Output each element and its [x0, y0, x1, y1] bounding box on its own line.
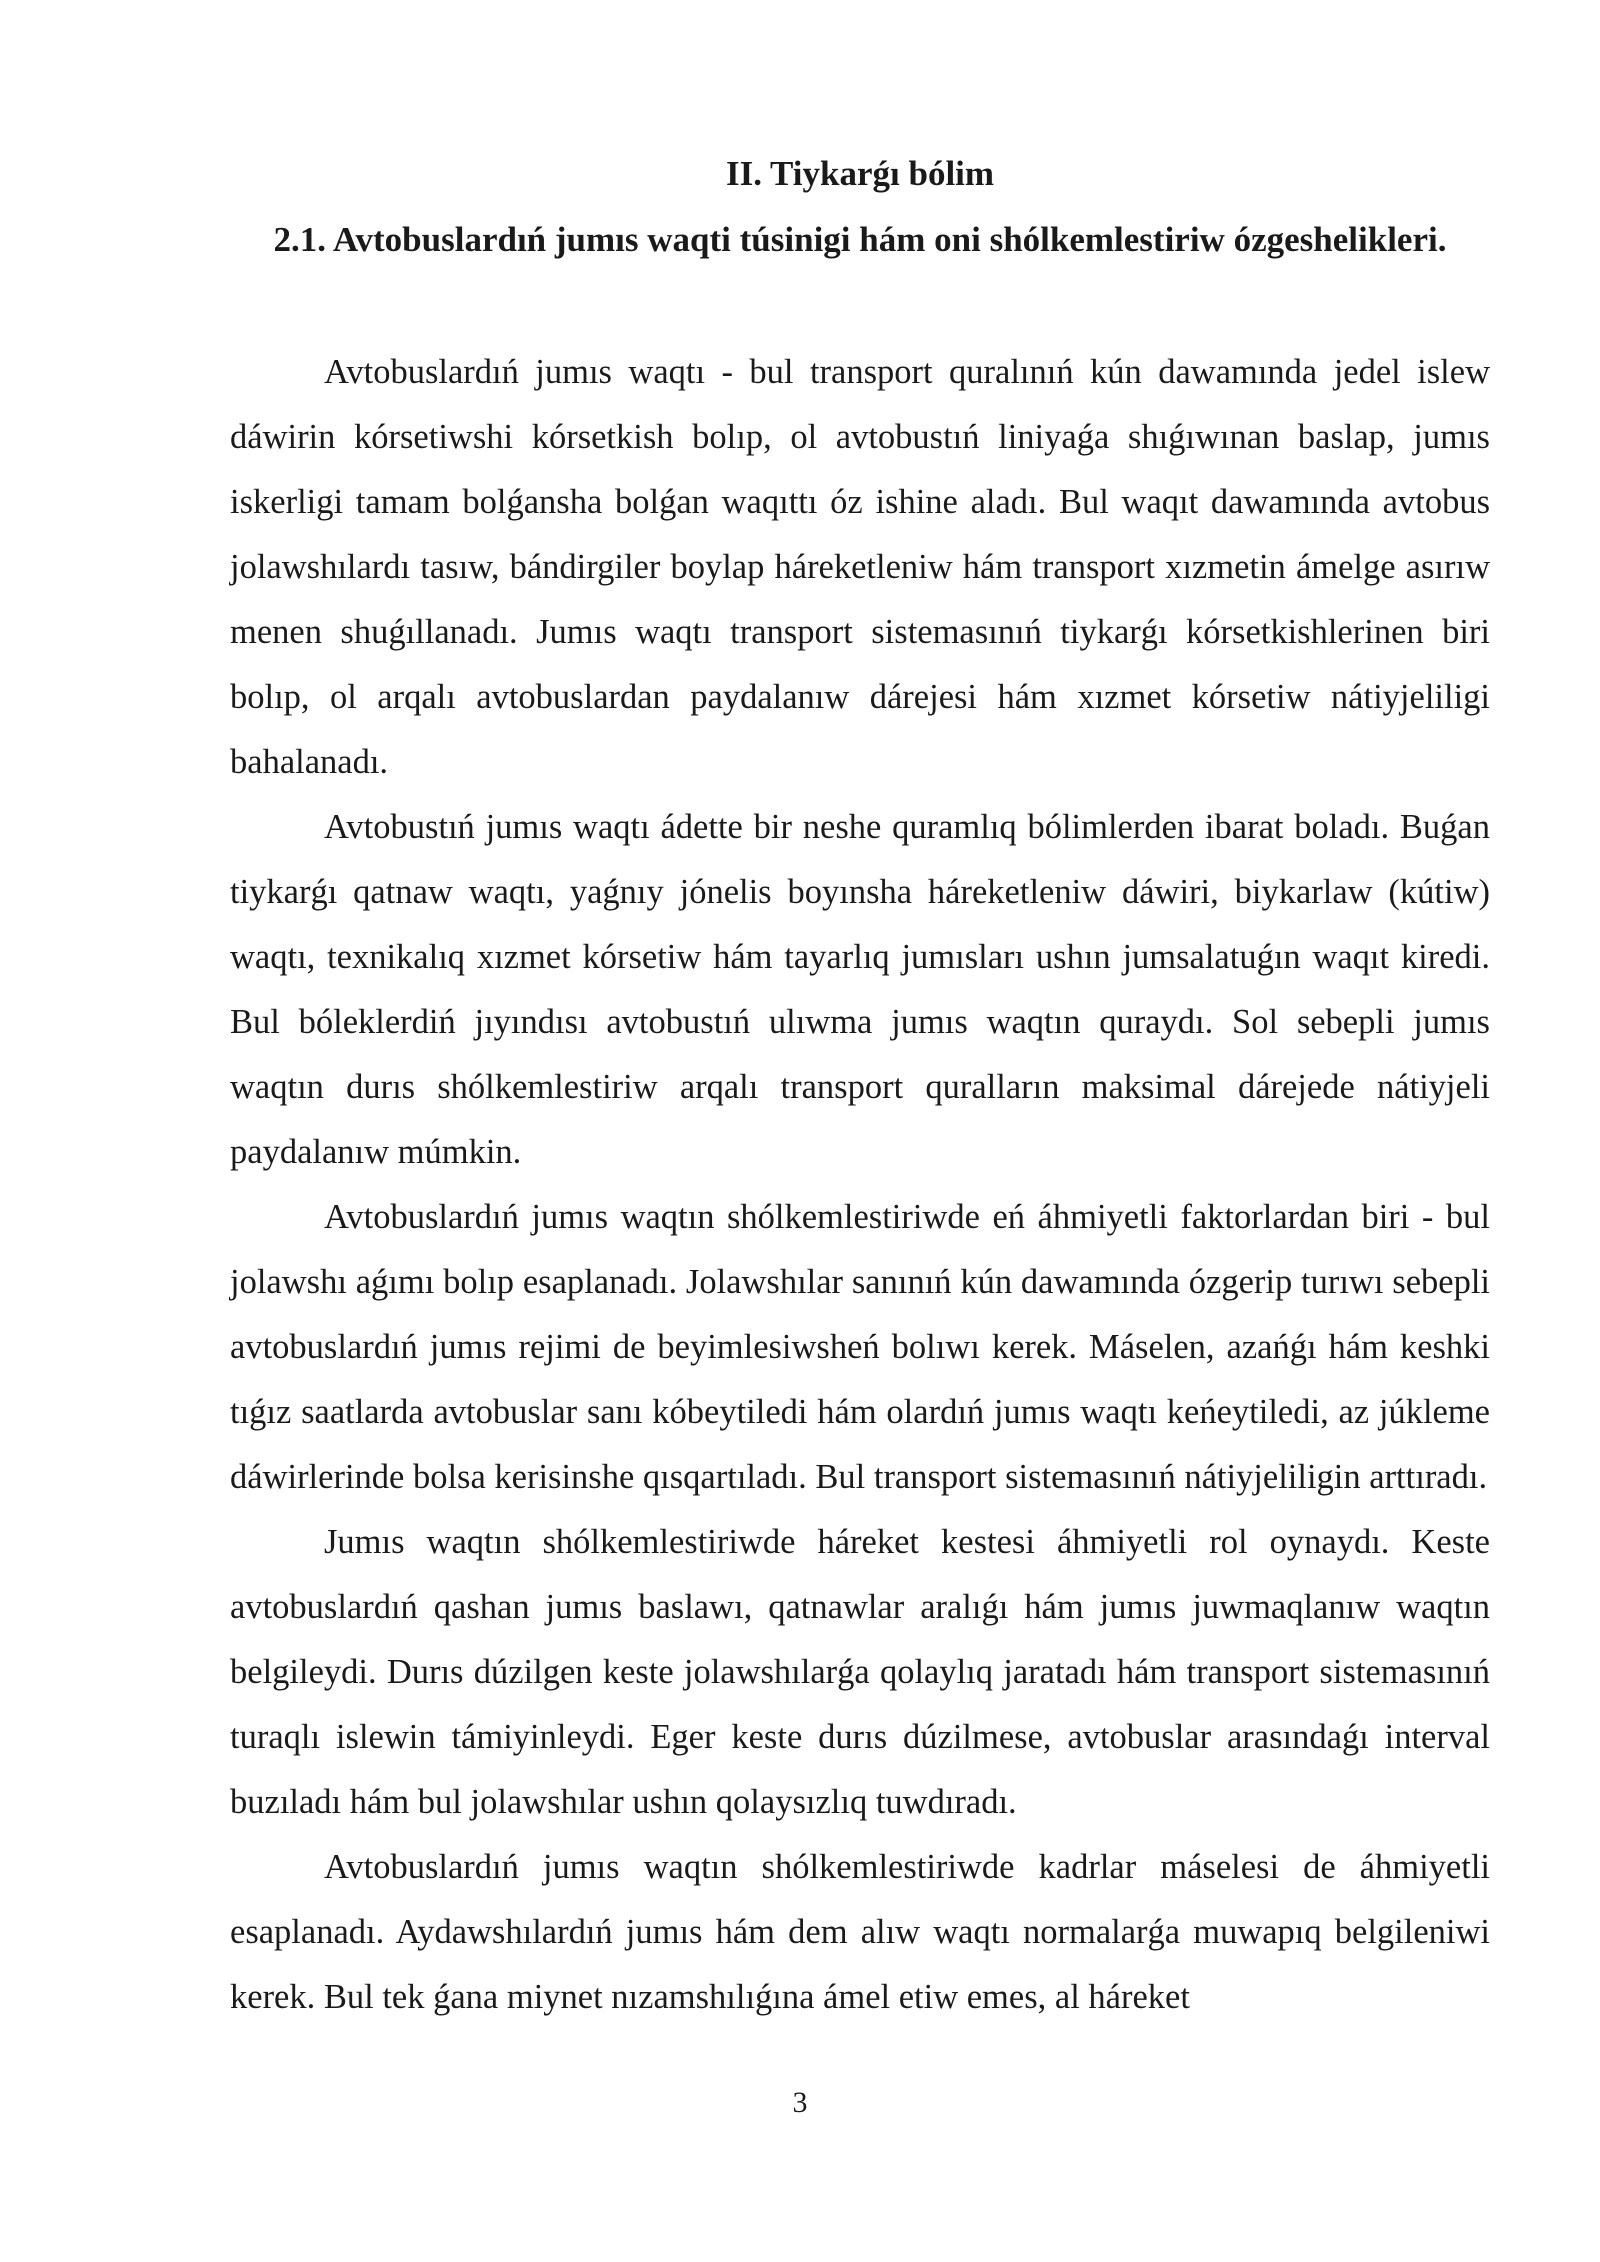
body-text — [230, 340, 1490, 2030]
subsection-title: 2.1. Avtobuslardıń jumıs waqti túsinigi hám oni shólkemlestiriw ózgeshelikleri. — [273, 220, 1447, 259]
paragraph: Avtobuslardıń jumıs waqtı - bul transport quralınıń kún dawamında jedel islew dáwirin kórsetiwshi kórsetkish bolıp, ol avtobustıń liniyaǵa shıǵıwınan baslap, jumıs iskerligi tamam bolǵansha bolǵan waqıttı óz ishine aladı. Bul waqıt dawamında avtobus jolawshılardı tasıw, bándirgiler boylap háreketleniw hám transport xızmetin ámelge asırıw menen shuǵıllanadı. Jumıs waqtı transport sistemasınıń tiykarǵı kórsetkishlerinen biri bolıp, ol arqalı avtobuslardan paydalanıw dárejesi hám xızmet kórsetiw nátiyjeliligi bahalanadı. — [230, 353, 1490, 781]
paragraph: Avtobustıń jumıs waqtı ádette bir neshe quramlıq bólimlerden ibarat boladı. Buǵan tiykarǵı qatnaw waqtı, yaǵnıy jónelis boyınsha háreketleniw dáwiri, biykarlaw (kútiw) waqtı, texnikalıq xızmet kórsetiw hám tayarlıq jumısları ushın jumsalatuǵın waqıt kiredi. Bul bóleklerdiń jıyındısı avtobustıń ulıwma jumıs waqtın quraydı. Sol sebepli jumıs waqtın durıs shólkemlestiriw arqalı transport quralların maksimal dárejede nátiyjeli paydalanıw múmkin. — [230, 808, 1490, 1171]
paragraph: Avtobuslardıń jumıs waqtın shólkemlestiriwde eń áhmiyetli faktorlardan biri - bul jolawshı aǵımı bolıp esaplanadı. Jolawshılar sanınıń kún dawamında ózgerip turıwı sebepli avtobuslardıń jumıs rejimi de beyimlesiwsheń bolıwı kerek. Máselen, azańǵı hám keshki tıǵız saatlarda avtobuslar sanı kóbeytiledi hám olardıń jumıs waqtı keńeytiledi, az júkleme dáwirlerinde bolsa kerisinshe qısqartıladı. Bul transport sistemasınıń nátiyjeliligin arttıradı. — [230, 1198, 1490, 1496]
page-number: 3 — [792, 2086, 808, 2119]
section-title: II. Tiykarǵı bólim — [725, 154, 995, 193]
paragraph: Jumıs waqtın shólkemlestiriwde háreket kestesi áhmiyetli rol oynaydı. Keste avtobuslardıń qashan jumıs baslawı, qatnawlar aralıǵı hám jumıs juwmaqlanıw waqtın belgileydi. Durıs dúzilgen keste jolawshılarǵa qolaylıq jaratadı hám transport sistemasınıń turaqlı islewin támiyinleydi. Eger keste durıs dúzilmese, avtobuslar arasındaǵı interval buzıladı hám bul jolawshılar ushın qolaysızlıq tuwdıradı. — [230, 1523, 1490, 1821]
paragraph: Avtobuslardıń jumıs waqtın shólkemlestiriwde kadrlar máselesi de áhmiyetli esaplanadı. Aydawshılardıń jumıs hám dem alıw waqtı normalarǵa muwapıq belgileniwi kerek. Bul tek ǵana miynet nızamshılıǵına ámel etiw emes, al háreket — [230, 1848, 1490, 2016]
